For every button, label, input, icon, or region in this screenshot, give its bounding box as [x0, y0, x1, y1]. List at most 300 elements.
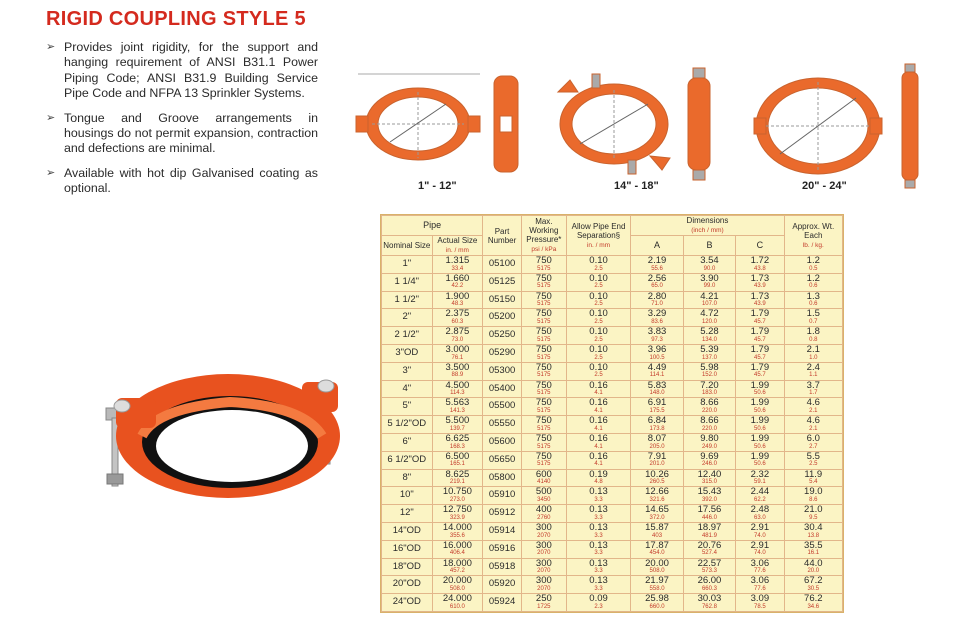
- cell-pressure-value: 750: [535, 290, 552, 302]
- cell-nominal: [382, 416, 433, 434]
- cell-weight: [784, 594, 842, 612]
- cell-pressure: [521, 416, 566, 434]
- header-dim-a: A: [631, 236, 683, 256]
- cell-dim-c: [736, 398, 784, 416]
- cell-dim-b-value: 4.21: [700, 290, 719, 302]
- cell-dim-c-value: 1.73: [750, 272, 770, 284]
- cell-dim-a: [631, 398, 683, 416]
- cell-weight: [784, 540, 842, 558]
- cell-dim-c: [736, 576, 784, 594]
- cell-actual: [432, 362, 483, 380]
- cell-separation-value: 0.10: [589, 344, 608, 356]
- cell-dim-b: [683, 416, 735, 434]
- cell-pressure-value: 400: [535, 504, 552, 516]
- cell-dim-c: [736, 309, 784, 327]
- cell-pressure: [521, 469, 566, 487]
- cell-actual-metric: 76.1: [451, 354, 464, 361]
- cell-actual-metric: 141.3: [449, 408, 465, 415]
- cell-weight-value: 1.2: [806, 255, 820, 267]
- header-allow-text: Allow Pipe End Separation: [571, 221, 626, 240]
- cell-dim-b-metric: 315.0: [701, 479, 717, 486]
- cell-part: [483, 558, 522, 576]
- cell-separation-value: 0.09: [589, 593, 608, 605]
- cell-dim-c-value: 2.44: [750, 486, 770, 498]
- cell-separation-metric: 3.3: [594, 514, 603, 521]
- cell-separation-value: 0.19: [589, 468, 608, 480]
- table-row: [382, 344, 843, 362]
- cell-dim-c-value: 3.09: [750, 593, 770, 605]
- cell-pressure: [521, 344, 566, 362]
- cell-dim-a: [631, 380, 683, 398]
- cell-separation-value: 0.10: [589, 326, 608, 338]
- cell-dim-a-metric: 205.0: [649, 443, 665, 450]
- cell-dim-a: [631, 522, 683, 540]
- header-dims-text: Dimensions: [686, 216, 729, 225]
- cell-actual-value: 24.000: [442, 593, 472, 605]
- header-pressure-text: Max. Working Pressure: [526, 217, 559, 244]
- cell-actual-value: 6.625: [445, 433, 470, 445]
- cell-dim-a: [631, 273, 683, 291]
- cell-actual-value: 8.625: [445, 468, 470, 480]
- cell-pressure-value: 600: [535, 468, 552, 480]
- cell-dim-c: [736, 380, 784, 398]
- page-title: RIGID COUPLING STYLE 5: [46, 8, 306, 30]
- cell-separation-value: 0.16: [589, 415, 608, 427]
- header-part-number: Part Number: [483, 216, 522, 256]
- cell-dim-a-value: 3.29: [647, 308, 667, 320]
- cell-dim-a: [631, 469, 683, 487]
- cell-dim-c-metric: 78.5: [754, 603, 766, 610]
- cell-separation-metric: 3.3: [594, 532, 603, 539]
- cell-part-value: 05550: [488, 418, 516, 430]
- cell-dim-a: [631, 576, 683, 594]
- cell-separation-metric: 2.5: [594, 283, 603, 290]
- cell-dim-b: [683, 327, 735, 345]
- cell-actual: [432, 576, 483, 594]
- cell-pressure-metric: 2760: [537, 514, 551, 521]
- cell-dim-b-metric: 527.4: [701, 550, 717, 557]
- cell-part-value: 05916: [488, 542, 516, 554]
- cell-separation-value: 0.16: [589, 379, 608, 391]
- cell-dim-a-metric: 660.0: [649, 603, 665, 610]
- cell-dim-c: [736, 291, 784, 309]
- cell-pressure-metric: 5175: [537, 354, 551, 361]
- cell-dim-b: [683, 256, 735, 274]
- cell-separation-metric: 2.5: [594, 372, 603, 379]
- cell-weight: [784, 362, 842, 380]
- cell-dim-b-value: 7.20: [700, 379, 719, 391]
- cell-separation-value: 0.13: [589, 557, 608, 569]
- cell-nominal: [382, 327, 433, 345]
- cell-part: [483, 540, 522, 558]
- spec-table-container: [380, 214, 844, 613]
- cell-separation: [566, 522, 631, 540]
- cell-dim-a: [631, 558, 683, 576]
- cell-part: [483, 291, 522, 309]
- cell-dim-b-value: 3.90: [700, 272, 719, 284]
- cell-separation-metric: 4.1: [594, 408, 603, 415]
- cell-part-value: 05125: [488, 275, 516, 287]
- cell-nominal-value: 10": [399, 489, 414, 501]
- cell-separation: [566, 540, 631, 558]
- cell-pressure-metric: 3450: [537, 497, 551, 504]
- cell-actual-value: 18.000: [442, 557, 472, 569]
- cell-dim-c-metric: 50.6: [754, 461, 766, 468]
- cell-separation-metric: 3.3: [594, 497, 603, 504]
- cell-pressure-value: 750: [535, 397, 552, 409]
- cell-separation-metric: 2.5: [594, 265, 603, 272]
- cell-dim-b: [683, 505, 735, 523]
- cell-pressure: [521, 594, 566, 612]
- cell-nominal: [382, 505, 433, 523]
- cell-dim-a-metric: 100.5: [649, 354, 665, 361]
- cell-pressure-metric: 5175: [537, 265, 551, 272]
- cell-dim-c-value: 3.06: [750, 575, 770, 587]
- cell-pressure-value: 300: [535, 539, 552, 551]
- cell-dim-a-value: 17.87: [645, 539, 669, 551]
- cell-dim-b-metric: 446.0: [701, 514, 717, 521]
- cell-nominal-value: 2": [402, 311, 412, 323]
- cell-part-value: 05300: [488, 364, 516, 376]
- cell-pressure-metric: 5175: [537, 461, 551, 468]
- header-dim-b: B: [683, 236, 735, 256]
- cell-nominal-value: 6": [402, 436, 412, 448]
- cell-weight-value: 35.5: [804, 539, 823, 551]
- cell-pressure-value: 500: [535, 486, 552, 498]
- cell-dim-b-value: 30.03: [697, 593, 722, 605]
- size-label-14-18: 14" - 18": [614, 180, 659, 192]
- cell-dim-c: [736, 451, 784, 469]
- cell-separation-value: 0.16: [589, 450, 608, 462]
- cell-dim-a-value: 2.19: [647, 255, 667, 267]
- table-row: [382, 416, 843, 434]
- cell-dim-c-metric: 63.0: [754, 514, 766, 521]
- cell-weight: [784, 273, 842, 291]
- cell-dim-b-value: 5.28: [700, 326, 719, 338]
- cell-dim-a-metric: 175.5: [649, 408, 665, 415]
- cell-dim-a: [631, 327, 683, 345]
- cell-actual-metric: 114.3: [450, 390, 465, 397]
- cell-weight-value: 76.2: [804, 593, 823, 605]
- cell-part-value: 05150: [488, 293, 516, 305]
- cell-weight-metric: 1.7: [809, 390, 818, 397]
- cell-pressure-value: 750: [535, 272, 552, 284]
- cell-dim-a-metric: 260.5: [649, 479, 665, 486]
- cell-dim-b: [683, 291, 735, 309]
- cell-separation: [566, 594, 631, 612]
- cell-dim-b-metric: 220.0: [701, 408, 717, 415]
- cell-part: [483, 433, 522, 451]
- table-row: [382, 469, 843, 487]
- cell-separation-value: 0.13: [589, 504, 608, 516]
- cell-pressure-metric: 2070: [537, 586, 551, 593]
- cell-weight-value: 2.4: [806, 361, 820, 373]
- cell-dim-b: [683, 309, 735, 327]
- cell-part: [483, 522, 522, 540]
- cell-dim-b-value: 20.76: [697, 539, 722, 551]
- cell-weight-value: 19.0: [804, 486, 823, 498]
- cell-actual-metric: 42.2: [451, 283, 464, 290]
- header-allow-mark: §: [615, 230, 621, 240]
- cell-actual-metric: 355.6: [449, 532, 465, 539]
- cell-dim-c: [736, 469, 784, 487]
- cell-dim-b-metric: 573.3: [701, 568, 717, 575]
- cell-dim-c-metric: 74.0: [754, 550, 766, 557]
- cell-actual: [432, 291, 483, 309]
- cell-weight-metric: 9.5: [809, 514, 818, 521]
- cell-dim-c-metric: 50.6: [754, 425, 766, 432]
- cell-dim-b-value: 22.57: [697, 557, 722, 569]
- header-pressure-unit: psi / kPa: [531, 246, 557, 253]
- cell-separation: [566, 558, 631, 576]
- header-allow: [566, 216, 631, 256]
- header-allow-unit: in. / mm: [586, 241, 611, 249]
- header-nominal-size: Nominal Size: [382, 236, 433, 256]
- cell-pressure-metric: 5175: [537, 283, 551, 290]
- cell-weight-metric: 1.0: [809, 354, 818, 361]
- cell-dim-a-metric: 558.0: [649, 586, 665, 593]
- cell-dim-c-metric: 77.6: [754, 586, 766, 593]
- cell-dim-c-metric: 50.6: [754, 408, 766, 415]
- cell-separation-metric: 4.1: [594, 443, 603, 450]
- cell-pressure-metric: 5175: [537, 372, 551, 379]
- cell-separation-metric: 2.5: [594, 354, 603, 361]
- cell-dim-c: [736, 594, 784, 612]
- cell-dim-c-value: 1.99: [750, 450, 770, 462]
- cell-weight-value: 44.0: [804, 557, 823, 569]
- cell-pressure: [521, 398, 566, 416]
- cell-pressure-metric: 2070: [537, 550, 551, 557]
- cell-dim-b: [683, 344, 735, 362]
- cell-actual: [432, 327, 483, 345]
- cell-nominal: [382, 433, 433, 451]
- cell-dim-c: [736, 362, 784, 380]
- cell-dim-a: [631, 416, 683, 434]
- cell-dim-c: [736, 505, 784, 523]
- cell-separation-metric: 2.5: [594, 301, 603, 308]
- cell-weight-value: 21.0: [804, 504, 823, 516]
- cell-pressure-metric: 1725: [537, 603, 551, 610]
- cell-separation-value: 0.13: [589, 522, 608, 534]
- cell-separation-value: 0.13: [589, 575, 608, 587]
- header-pressure-mark: *: [558, 235, 562, 244]
- cell-part-value: 05918: [488, 560, 516, 572]
- cell-nominal-value: 6 1/2"OD: [387, 453, 427, 465]
- cell-actual-metric: 273.0: [449, 497, 465, 504]
- cell-weight: [784, 309, 842, 327]
- cell-pressure: [521, 576, 566, 594]
- cell-nominal-value: 1 1/2": [394, 293, 420, 305]
- cell-nominal-value: 4": [402, 382, 412, 394]
- cell-separation-value: 0.13: [589, 486, 608, 498]
- cell-weight-metric: 13.8: [807, 532, 820, 539]
- header-weight-unit: lb. / kg.: [802, 241, 824, 249]
- cell-dim-a: [631, 540, 683, 558]
- cell-pressure-metric: 5175: [537, 443, 551, 450]
- cell-separation-value: 0.16: [589, 397, 608, 409]
- cell-dim-c-metric: 43.9: [754, 283, 766, 290]
- cell-separation: [566, 416, 631, 434]
- cell-nominal: [382, 398, 433, 416]
- cell-actual-metric: 610.0: [449, 603, 465, 610]
- cell-dim-b: [683, 433, 735, 451]
- cell-dim-b-value: 17.56: [697, 504, 722, 516]
- cell-pressure: [521, 505, 566, 523]
- table-row: [382, 327, 843, 345]
- cell-nominal: [382, 309, 433, 327]
- cell-part: [483, 273, 522, 291]
- cell-pressure: [521, 291, 566, 309]
- cell-actual-metric: 165.1: [449, 461, 465, 468]
- cell-dim-b-metric: 107.0: [701, 301, 717, 308]
- cell-dim-a-value: 7.91: [647, 450, 667, 462]
- cell-dim-b-metric: 762.8: [701, 603, 717, 610]
- cell-separation: [566, 469, 631, 487]
- cell-dim-a: [631, 291, 683, 309]
- header-dim-c: C: [736, 236, 784, 256]
- cell-actual-value: 3.500: [445, 361, 470, 373]
- cell-pressure: [521, 433, 566, 451]
- cell-weight-value: 11.9: [804, 468, 823, 480]
- cell-weight-metric: 0.6: [809, 301, 818, 308]
- cell-nominal: [382, 362, 433, 380]
- cell-actual-value: 12.750: [442, 504, 472, 516]
- cell-actual-value: 1.900: [445, 290, 470, 302]
- cell-actual-metric: 168.3: [449, 443, 465, 450]
- cell-actual-value: 6.500: [445, 450, 470, 462]
- cell-actual: [432, 469, 483, 487]
- cell-nominal: [382, 594, 433, 612]
- table-row: [382, 433, 843, 451]
- cell-nominal: [382, 291, 433, 309]
- cell-weight-metric: 16.1: [807, 550, 820, 557]
- cell-dim-c: [736, 540, 784, 558]
- coupling-photo-graphic: [96, 362, 350, 502]
- cell-actual-metric: 219.1: [449, 479, 465, 486]
- cell-separation-metric: 4.1: [594, 390, 603, 397]
- cell-dim-c-value: 1.73: [750, 290, 770, 302]
- cell-part-value: 05250: [488, 329, 516, 341]
- cell-dim-a-metric: 201.0: [649, 461, 665, 468]
- cell-dim-b: [683, 576, 735, 594]
- cell-dim-b-metric: 183.0: [701, 390, 717, 397]
- cell-weight-value: 6.0: [806, 433, 820, 445]
- cell-pressure: [521, 487, 566, 505]
- cell-part: [483, 505, 522, 523]
- header-weight-text: Approx. Wt. Each: [792, 221, 835, 240]
- cell-weight-metric: 30.5: [807, 586, 820, 593]
- cell-actual-metric: 457.2: [449, 568, 465, 575]
- cell-dim-b-metric: 134.0: [701, 336, 717, 343]
- cell-separation-metric: 4.1: [594, 425, 603, 432]
- cell-weight-value: 4.6: [806, 397, 820, 409]
- cell-dim-a: [631, 487, 683, 505]
- table-row: [382, 273, 843, 291]
- cell-pressure: [521, 309, 566, 327]
- cell-dim-b: [683, 469, 735, 487]
- cell-dim-a-metric: 508.0: [649, 568, 665, 575]
- cell-actual: [432, 451, 483, 469]
- cell-actual-metric: 139.7: [449, 425, 465, 432]
- cell-dim-b-value: 4.72: [700, 308, 719, 320]
- cell-dim-b: [683, 398, 735, 416]
- cell-pressure-metric: 5175: [537, 301, 551, 308]
- cell-separation: [566, 576, 631, 594]
- cell-actual-metric: 33.4: [451, 265, 464, 272]
- cell-dim-a-metric: 403: [652, 532, 663, 539]
- arrow-icon: ➢: [46, 41, 56, 53]
- cell-dim-c-metric: 77.6: [754, 568, 766, 575]
- cell-separation-value: 0.10: [589, 255, 608, 267]
- cell-pressure-metric: 2070: [537, 532, 551, 539]
- cell-dim-a-value: 21.97: [645, 575, 669, 587]
- cell-pressure-value: 300: [535, 575, 552, 587]
- table-row: [382, 398, 843, 416]
- cell-dim-b-metric: 246.0: [701, 461, 717, 468]
- cell-weight: [784, 558, 842, 576]
- cell-weight-metric: 34.6: [807, 603, 820, 610]
- cell-nominal: [382, 576, 433, 594]
- cell-actual-value: 2.875: [445, 326, 470, 338]
- cell-dim-b-metric: 392.0: [701, 497, 717, 504]
- cell-weight: [784, 522, 842, 540]
- cell-actual-metric: 508.0: [449, 586, 465, 593]
- cell-part-value: 05914: [488, 525, 516, 537]
- cell-dim-b-metric: 481.9: [701, 532, 717, 539]
- cell-nominal-value: 2 1/2": [394, 329, 420, 341]
- cell-part-value: 05924: [488, 596, 516, 608]
- cell-part-value: 05100: [488, 258, 516, 270]
- cell-pressure: [521, 327, 566, 345]
- cell-dim-c-metric: 50.6: [754, 443, 766, 450]
- cell-actual-metric: 48.3: [451, 301, 464, 308]
- cell-dim-a-value: 5.83: [647, 379, 667, 391]
- cell-dim-c-metric: 45.7: [754, 372, 766, 379]
- cell-weight-value: 30.4: [804, 522, 823, 534]
- cell-dim-c-value: 2.91: [750, 539, 770, 551]
- cell-part-value: 05200: [488, 311, 516, 323]
- cell-pressure-value: 750: [535, 255, 552, 267]
- cell-dim-b-value: 26.00: [697, 575, 722, 587]
- cell-part: [483, 362, 522, 380]
- cell-nominal-value: 3": [402, 364, 412, 376]
- feature-list: [46, 40, 318, 206]
- cell-dim-b-value: 18.97: [697, 522, 722, 534]
- cell-dim-b-metric: 249.0: [701, 443, 717, 450]
- cell-dim-a: [631, 309, 683, 327]
- cell-pressure-value: 750: [535, 433, 552, 445]
- cell-dim-b: [683, 362, 735, 380]
- cell-nominal-value: 1": [402, 258, 412, 270]
- cell-weight-value: 5.5: [806, 450, 820, 462]
- cell-separation-value: 0.10: [589, 290, 608, 302]
- cell-pressure-value: 750: [535, 379, 552, 391]
- cell-nominal: [382, 522, 433, 540]
- cell-weight-metric: 2.7: [809, 443, 818, 450]
- cell-dim-c-value: 1.79: [750, 344, 770, 356]
- cell-dim-b-metric: 120.0: [701, 319, 717, 326]
- cell-actual-value: 5.563: [445, 397, 470, 409]
- cell-part: [483, 398, 522, 416]
- table-row: [382, 309, 843, 327]
- cell-weight-metric: 20.0: [807, 568, 820, 575]
- cell-pressure-value: 750: [535, 361, 552, 373]
- cell-weight: [784, 469, 842, 487]
- cell-dim-c-value: 1.79: [750, 361, 770, 373]
- technical-drawings: [352, 62, 952, 202]
- cell-part: [483, 451, 522, 469]
- cell-dim-b: [683, 540, 735, 558]
